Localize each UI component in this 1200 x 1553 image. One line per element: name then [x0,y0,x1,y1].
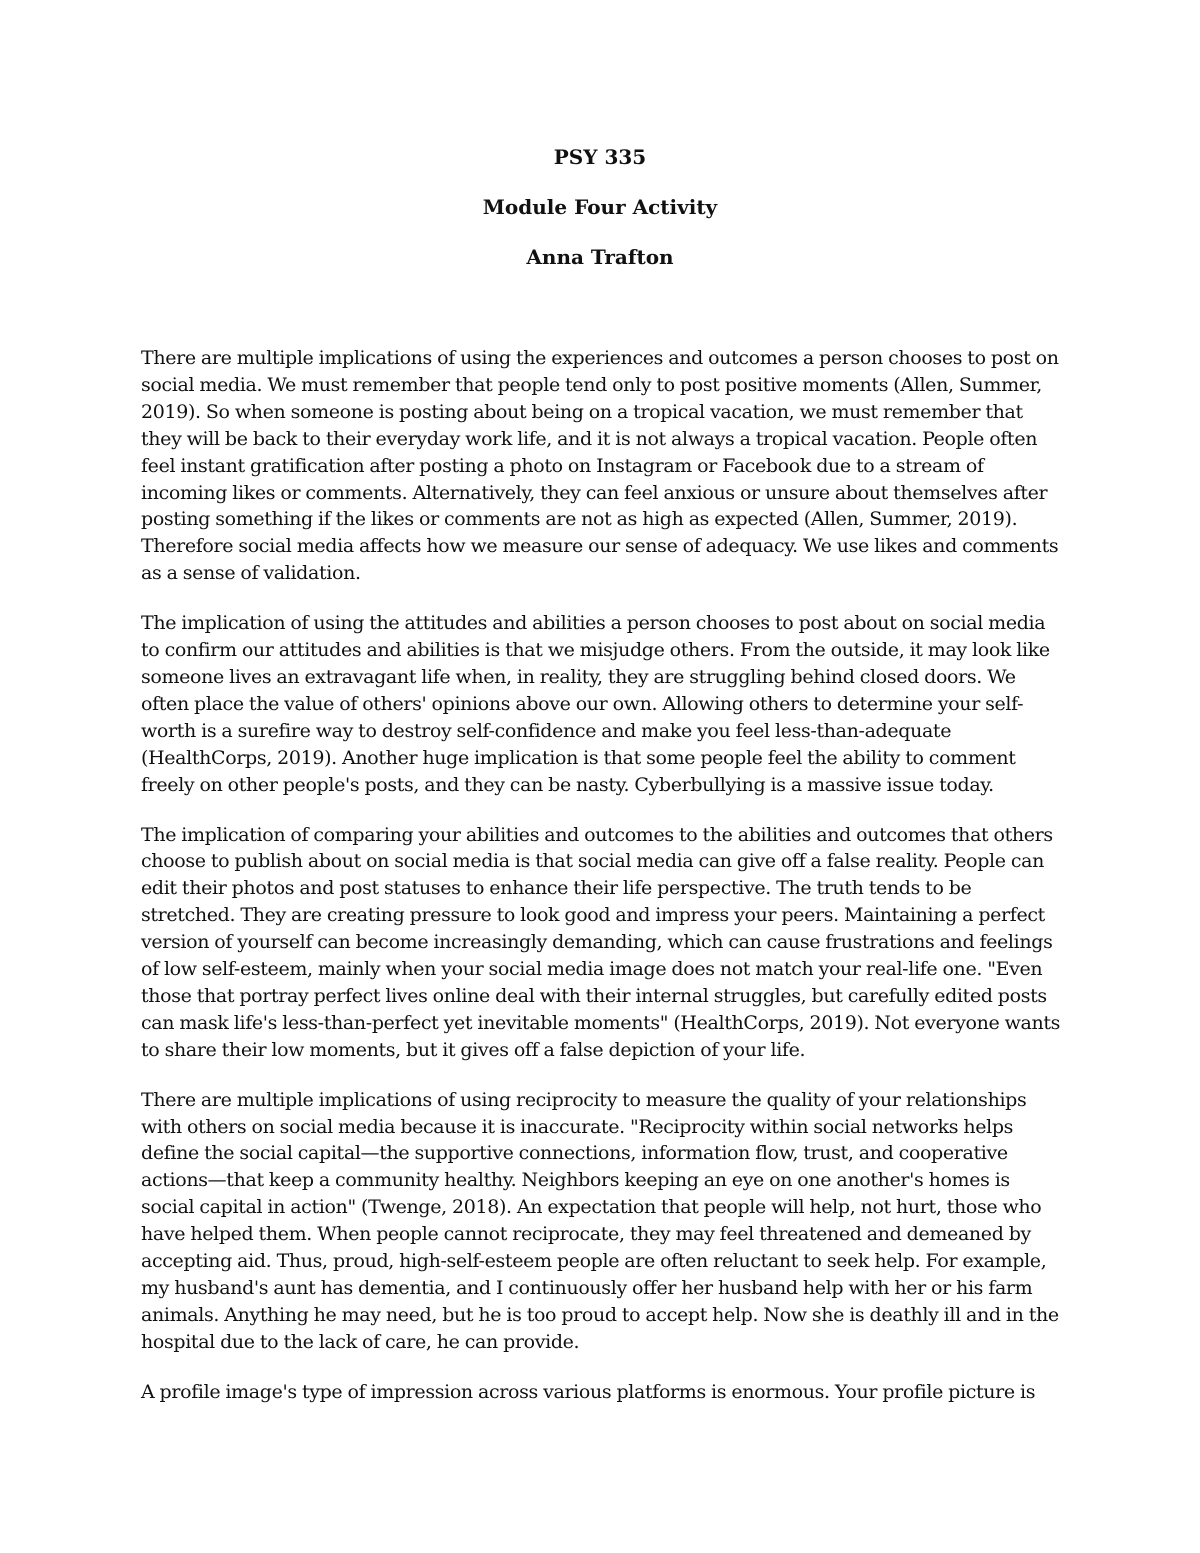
author-name: Anna Trafton [526,245,674,269]
course-title: PSY 335 [553,145,647,169]
paragraph-1: There are multiple implications of using the experiences and outcomes a person chooses to post on social media. We must remember that people tend only to post positive moments (Allen, Summer, 2019). So when someone is posting about being on a tropical vacation, we must remember that they will be back to their everyday work life, and it is not always a tropical vacation. People often feel instant gratification after posting a photo on Instagram or Facebook due to a stream of incoming likes or comments. Alternatively, they can feel anxious or unsure about themselves after posting something if the likes or comments are not as high as expected (Allen, Summer, 2019). Therefore social media affects how we measure our sense of adequacy. We use likes and comments as a sense of validation. [141,347,1059,585]
paragraph-3: The implication of comparing your abilities and outcomes to the abilities and outcomes that others choose to publish about on social media is that social media can give off a false reality. People can edit their photos and post statuses to enhance their life perspective. The truth tends to be stretched. They are creating pressure to look good and impress your peers. Maintaining a perfect version of yourself can become increasingly demanding, which can cause frustrations and feelings of low self-esteem, mainly when your social media image does not match your real-life one. "Even those that portray perfect lives online deal with their internal struggles, but carefully edited posts can mask life's less-than-perfect yet inevitable moments" (HealthCorps, 2019). Not everyone wants to share their low moments, but it gives off a false depiction of your life. [141,823,1061,1061]
paragraph-4: There are multiple implications of using reciprocity to measure the quality of your relationships with others on social media because it is inaccurate. "Reciprocity within social networks helps define the social capital—the supportive connections, information flow, trust, and cooperative actions—that keep a community healthy. Neighbors keeping an eye on one another's homes is social capital in action" (Twenge, 2018). An expectation that people will help, not hurt, those who have helped them. When people cannot reciprocate, they may feel threatened and demeaned by accepting aid. Thus, proud, high-self-esteem people are often reluctant to seek help. For example, my husband's aunt has dementia, and I continuously offer her husband help with her or his farm animals. Anything he may need, but he is too proud to accept help. Now she is deathly ill and in the hospital due to the lack of care, he can provide. [141,1088,1059,1353]
document-body [141,345,1065,1406]
paragraph-2: The implication of using the attitudes and abilities a person chooses to post about on social media to confirm our attitudes and abilities is that we misjudge others. From the outside, it may look like someone lives an extravagant life when, in reality, they are struggling behind closed doors. We often place the value of others' opinions above our own. Allowing others to determine your self-worth is a surefire way to destroy self-confidence and make you feel less-than-adequate (HealthCorps, 2019). Another huge implication is that some people feel the ability to comment freely on other people's posts, and they can be nasty. Cyberbullying is a massive issue today. [141,612,1050,796]
paragraph-5: A profile image's type of impression across various platforms is enormous. Your profile picture is [141,1380,1036,1403]
module-title: Module Four Activity [482,195,718,219]
